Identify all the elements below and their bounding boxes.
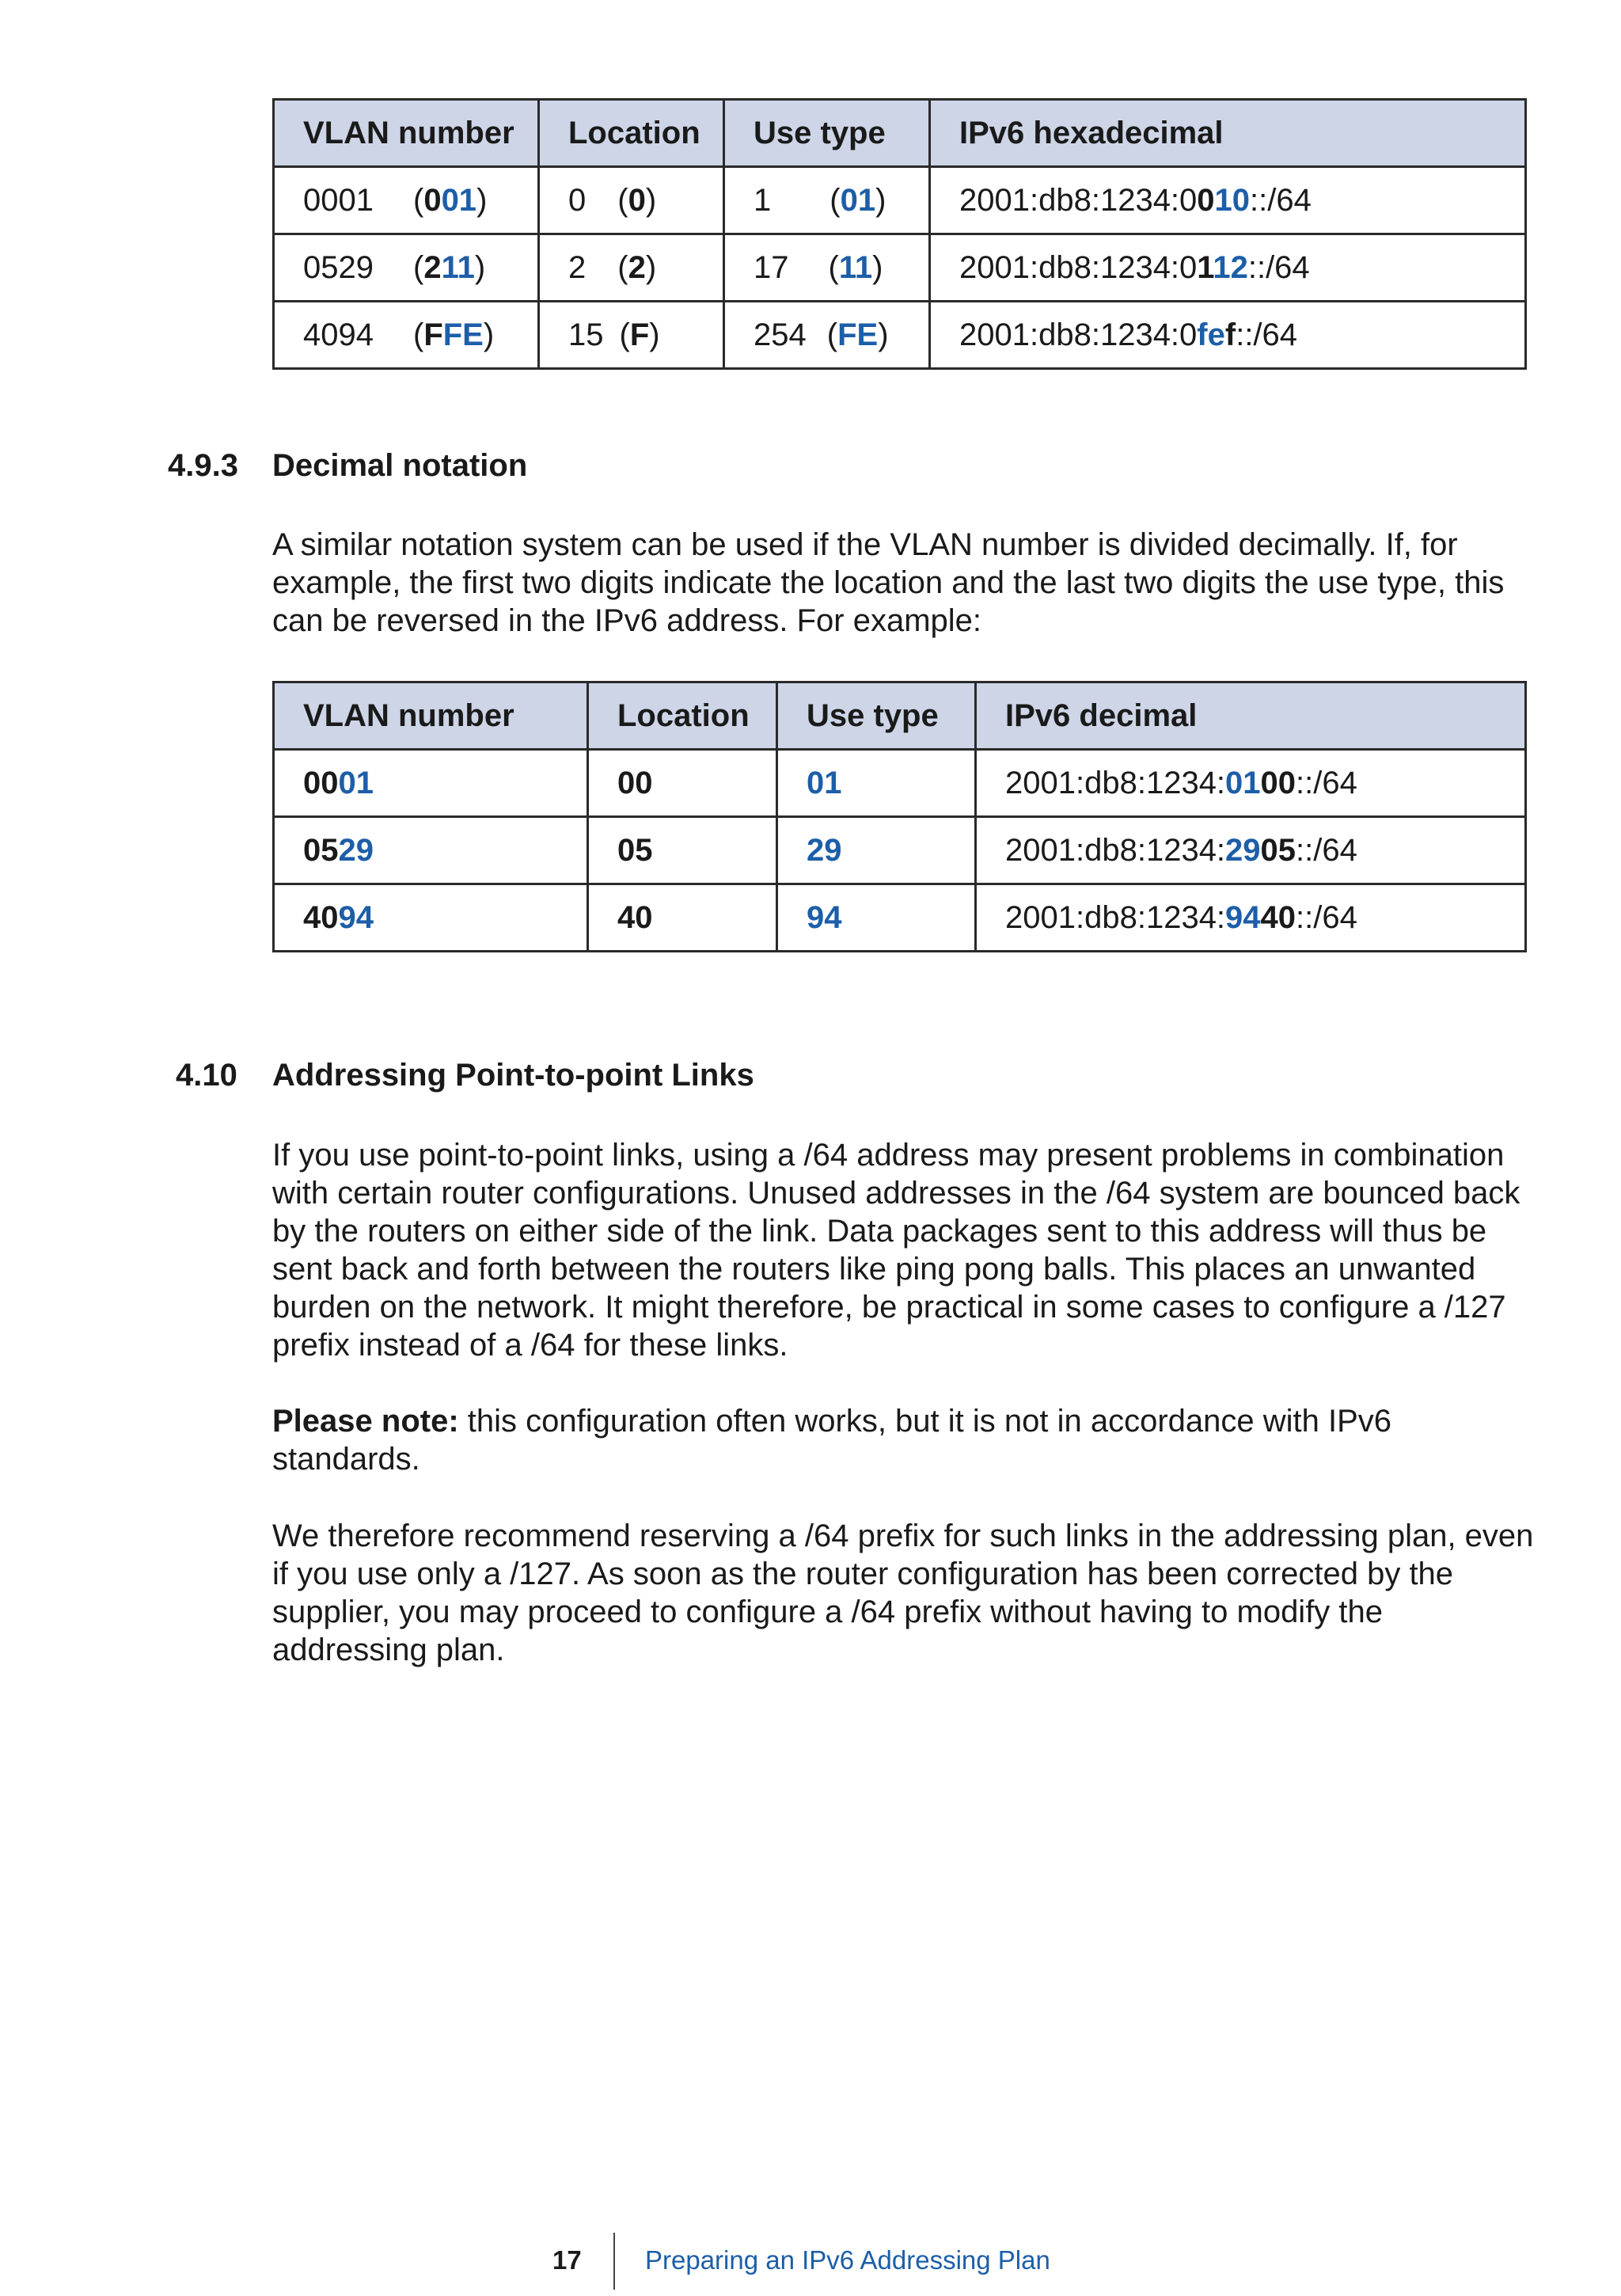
cell-location: 15 (F) bbox=[539, 302, 724, 369]
cell-location: 40 bbox=[588, 884, 777, 952]
cell-vlan: 0529 bbox=[274, 817, 588, 884]
page-number: 17 bbox=[552, 2245, 582, 2275]
table-row bbox=[274, 750, 1526, 817]
section-title: Decimal notation bbox=[272, 448, 528, 483]
column-header-vlan: VLAN number bbox=[274, 682, 588, 750]
table-row bbox=[274, 302, 1526, 369]
cell-use-type: 29 bbox=[777, 817, 976, 884]
page-footer bbox=[0, 2233, 1621, 2296]
note-label: Please note: bbox=[272, 1404, 459, 1439]
decimal-notation-table bbox=[272, 681, 1527, 952]
cell-ipv6: 2001:db8:1234:0112::/64 bbox=[930, 234, 1526, 302]
column-header-use-type: Use type bbox=[724, 100, 930, 167]
table-row bbox=[274, 817, 1526, 884]
section-title: Addressing Point-to-point Links bbox=[272, 1058, 754, 1093]
paragraph-decimal-notation: A similar notation system can be used if the VLAN number is divided decimally. If, for example, the first two digits indicate the location and the last two digits the use type, this can be reversed in the IPv6 address. For example: bbox=[272, 527, 1505, 638]
column-header-ipv6-hex: IPv6 hexadecimal bbox=[930, 100, 1526, 167]
cell-vlan: 0001 bbox=[274, 750, 588, 817]
cell-location: 00 bbox=[588, 750, 777, 817]
cell-ipv6: 2001:db8:1234:0010::/64 bbox=[930, 167, 1526, 234]
table-header-row bbox=[274, 682, 1526, 750]
table-row bbox=[274, 234, 1526, 302]
cell-use-type: 17 (11) bbox=[724, 234, 930, 302]
paragraph-point-to-point: If you use point-to-point links, using a /64 address may present problems in combination with certain router configurations. Unused addresses in the /64 system are bounced back by the routers on either side of the link. Data packages sent to this address will thus be sent back and forth between the routers like ping pong balls. This places an unwanted burden on the network. It might therefore, be practical in some cases to configure a /127 prefix instead of a /64 for these links. bbox=[272, 1138, 1520, 1363]
paragraph-note bbox=[272, 1402, 1539, 1478]
table-header-row bbox=[274, 100, 1526, 167]
cell-vlan: 4094 (FFE) bbox=[274, 302, 539, 369]
section-number: 4.9.3 bbox=[168, 448, 238, 483]
column-header-location: Location bbox=[588, 682, 777, 750]
footer-divider bbox=[613, 2233, 615, 2290]
column-header-location: Location bbox=[539, 100, 724, 167]
cell-use-type: 1 (01) bbox=[724, 167, 930, 234]
section-number: 4.10 bbox=[176, 1058, 237, 1093]
table-row bbox=[274, 884, 1526, 952]
column-header-ipv6-decimal: IPv6 decimal bbox=[976, 682, 1526, 750]
cell-location: 2 (2) bbox=[539, 234, 724, 302]
cell-ipv6: 2001:db8:1234:9440::/64 bbox=[976, 884, 1526, 952]
column-header-use-type: Use type bbox=[777, 682, 976, 750]
cell-vlan: 0001 (001) bbox=[274, 167, 539, 234]
paragraph-recommendation: We therefore recommend reserving a /64 prefix for such links in the addressing plan, even if you use only a /127. As soon as the router configuration has been corrected by the supplier, you may proceed to configure a /64 prefix without having to modify the addressing plan. bbox=[272, 1519, 1534, 1667]
cell-use-type: 254 (FE) bbox=[724, 302, 930, 369]
cell-use-type: 01 bbox=[777, 750, 976, 817]
note-text: this configuration often works, but it is not in accordance with IPv6 standards. bbox=[272, 1404, 1392, 1477]
cell-use-type: 94 bbox=[777, 884, 976, 952]
cell-vlan: 0529 (211) bbox=[274, 234, 539, 302]
hex-notation-table bbox=[272, 98, 1527, 370]
column-header-vlan: VLAN number bbox=[274, 100, 539, 167]
footer-title: Preparing an IPv6 Addressing Plan bbox=[645, 2245, 1050, 2275]
cell-ipv6: 2001:db8:1234:0100::/64 bbox=[976, 750, 1526, 817]
table-row bbox=[274, 167, 1526, 234]
cell-ipv6: 2001:db8:1234:2905::/64 bbox=[976, 817, 1526, 884]
cell-location: 05 bbox=[588, 817, 777, 884]
cell-ipv6: 2001:db8:1234:0fef::/64 bbox=[930, 302, 1526, 369]
cell-location: 0 (0) bbox=[539, 167, 724, 234]
cell-vlan: 4094 bbox=[274, 884, 588, 952]
